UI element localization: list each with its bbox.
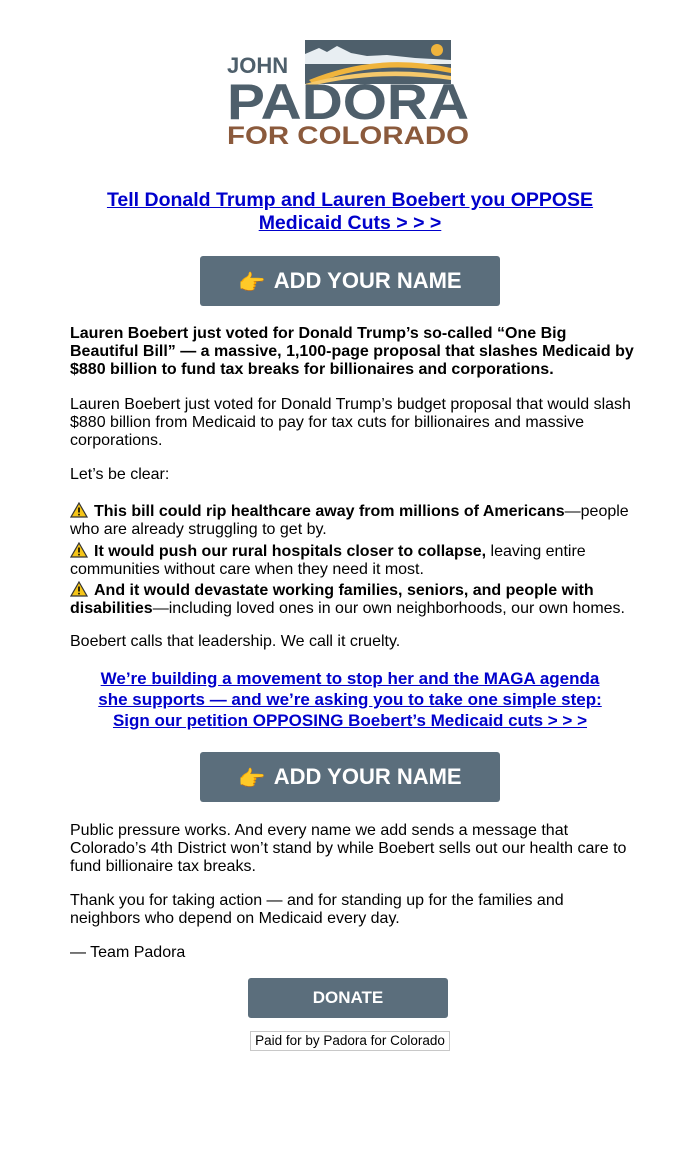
bullet-2-bold: It would push our rural hospitals closer to collapse, <box>94 543 487 560</box>
add-your-name-button-top[interactable] <box>200 256 500 306</box>
warning-icon <box>70 502 88 518</box>
logo-john: JOHN <box>227 53 289 78</box>
intro-bold-paragraph: Lauren Boebert just voted for Donald Trump’s so-called “One Big Beautiful Bill” — a massive, 1,100-page proposal that slashes Medicaid by $880 billion to fund tax breaks for billionaires and corporations. <box>70 325 634 378</box>
add-your-name-label: ADD YOUR NAME <box>273 268 462 293</box>
bullet-1-bold: This bill could rip healthcare away from millions of Americans <box>94 503 565 520</box>
logo-padora: PADORA <box>227 74 469 130</box>
logo-sun <box>431 44 443 56</box>
signoff: — Team Padora <box>70 944 186 961</box>
bullet-1 <box>70 502 635 539</box>
donate-button[interactable]: DONATE <box>248 978 448 1018</box>
thanks-paragraph: Thank you for taking action — and for standing up for the families and neighbors who depend on Medicaid every day. <box>70 892 564 927</box>
paid-for-disclaimer: Paid for by Padora for Colorado <box>250 1031 450 1051</box>
pressure-paragraph: Public pressure works. And every name we add sends a message that Colorado’s 4th District won’t stand by while Boebert sells out our health care to fund billionaire tax breaks. <box>70 822 627 875</box>
pointing-hand-icon: 👉 <box>238 270 266 295</box>
oppose-cuts-link[interactable] <box>70 189 630 235</box>
movement-link-block[interactable] <box>70 668 630 731</box>
bullet-2-rest: leaving entire communities without care when they need it most. <box>70 543 586 578</box>
bullet-3-bold: And it would devastate working families, seniors, and people with disabilities <box>70 582 594 617</box>
sign-petition-link[interactable]: Sign our petition OPPOSING Boebert’s Medicaid cuts > > > <box>112 711 588 730</box>
campaign-logo <box>227 40 473 150</box>
intro-plain-paragraph: Lauren Boebert just voted for Donald Trump’s budget proposal that would slash $880 billion from Medicaid to pay for tax cuts for billionaires and massive corporations. <box>70 396 631 449</box>
bullet-2 <box>70 542 635 579</box>
bullet-3 <box>70 581 635 618</box>
headline-line-2[interactable]: Medicaid Cuts > > > <box>258 212 442 234</box>
add-your-name-button-bottom[interactable] <box>200 752 500 802</box>
bullet-3-rest: —including loved ones in our own neighborhoods, our own homes. <box>152 600 625 617</box>
pointing-hand-icon: 👉 <box>238 766 266 791</box>
warning-icon <box>70 581 88 597</box>
movement-line-2[interactable]: she supports — and we’re asking you to take one simple step: <box>98 690 602 709</box>
cruelty-paragraph: Boebert calls that leadership. We call it cruelty. <box>70 633 401 650</box>
lets-be-clear: Let’s be clear: <box>70 466 170 483</box>
movement-line-1[interactable]: We’re building a movement to stop her and the MAGA agenda <box>100 669 600 688</box>
logo-graphic <box>227 40 473 150</box>
bullet-1-rest: —people who are already struggling to get by. <box>70 503 629 538</box>
headline-line-1[interactable]: Tell Donald Trump and Lauren Boebert you OPPOSE <box>106 189 594 211</box>
logo-for-colorado: FOR COLORADO <box>227 122 469 150</box>
add-your-name-label: ADD YOUR NAME <box>273 764 462 789</box>
warning-icon <box>70 542 88 558</box>
